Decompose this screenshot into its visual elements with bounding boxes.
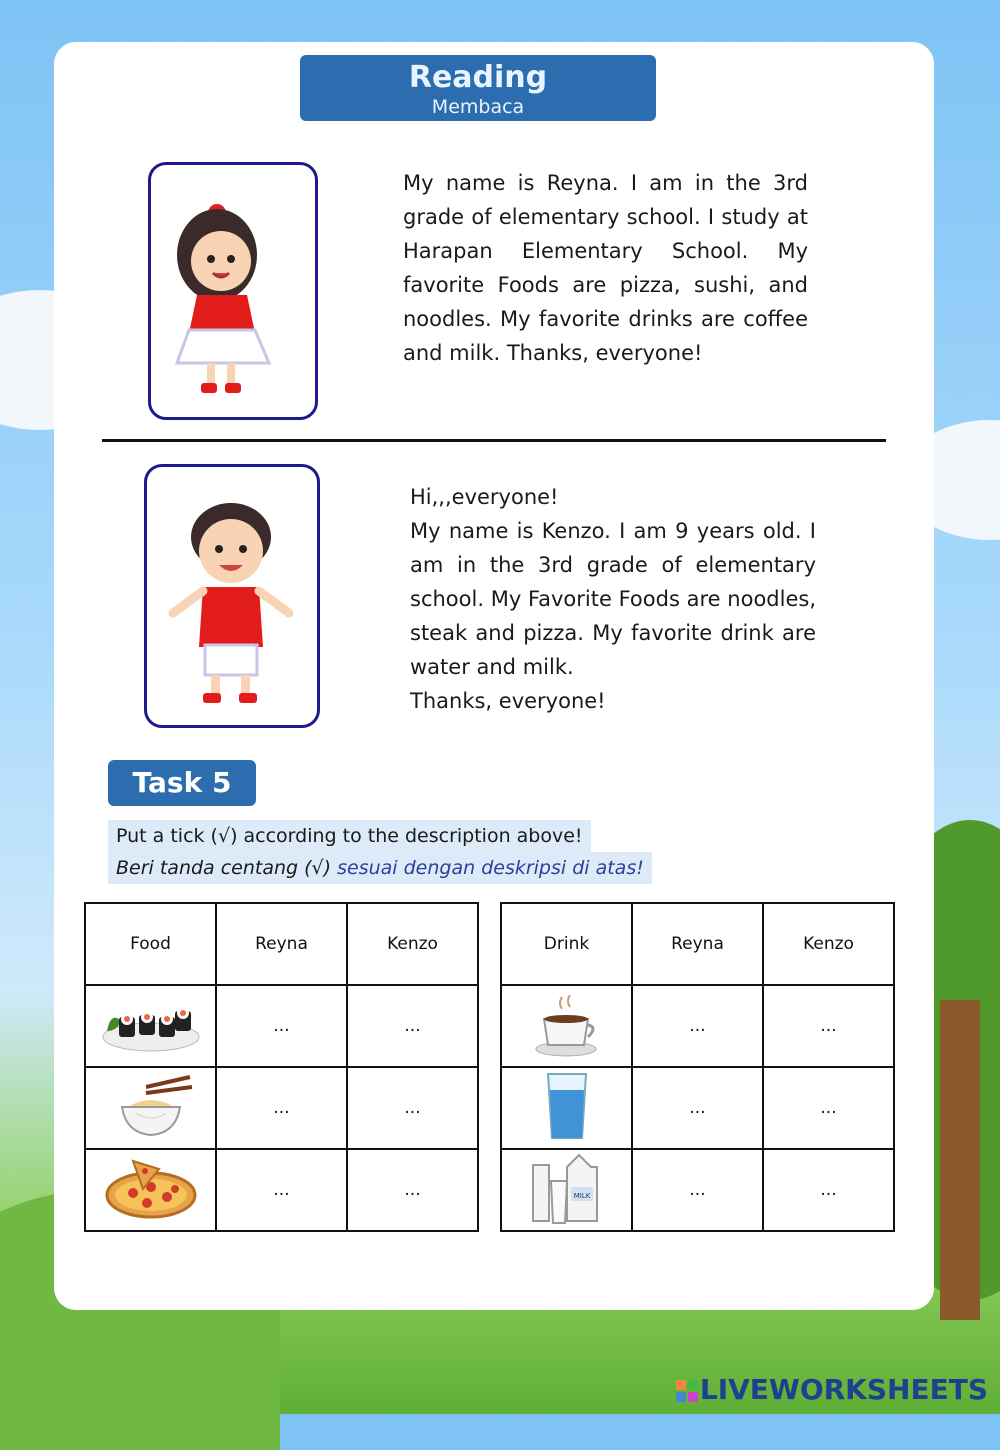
food-table xyxy=(84,902,479,1232)
drink-header: Drink xyxy=(501,903,632,985)
food-reyna-header: Reyna xyxy=(216,903,347,985)
drink-kenzo-header: Kenzo xyxy=(763,903,894,985)
food-kenzo-header: Kenzo xyxy=(347,903,478,985)
drink-coffee-kenzo-cell[interactable]: ... xyxy=(763,985,894,1067)
drink-water-kenzo-cell[interactable]: ... xyxy=(763,1067,894,1149)
table-row xyxy=(501,985,894,1067)
table-row xyxy=(85,1067,478,1149)
kenzo-description xyxy=(410,480,816,718)
food-pizza-reyna-cell[interactable]: ... xyxy=(216,1149,347,1231)
instruction-indonesian-part1: Beri tanda centang (√) xyxy=(116,857,332,879)
food-pizza-kenzo-cell[interactable]: ... xyxy=(347,1149,478,1231)
drink-coffee-reyna-cell[interactable]: ... xyxy=(632,985,763,1067)
noodles-icon xyxy=(85,1067,216,1149)
kenzo-greeting: Hi,,,everyone! xyxy=(410,485,559,509)
milk-label: MILK xyxy=(573,1191,590,1200)
sushi-icon xyxy=(85,985,216,1067)
coffee-icon xyxy=(501,985,632,1067)
drink-milk-kenzo-cell[interactable]: ... xyxy=(763,1149,894,1231)
girl-avatar-icon xyxy=(151,165,315,417)
section-divider xyxy=(102,439,886,442)
food-noodles-reyna-cell[interactable]: ... xyxy=(216,1067,347,1149)
instruction-english: Put a tick (√) according to the description above! xyxy=(108,820,591,852)
milk-icon xyxy=(501,1149,632,1231)
reyna-description xyxy=(403,166,808,370)
kenzo-photo-frame xyxy=(144,464,320,728)
pizza-icon xyxy=(85,1149,216,1231)
food-noodles-kenzo-cell[interactable]: ... xyxy=(347,1067,478,1149)
food-sushi-reyna-cell[interactable]: ... xyxy=(216,985,347,1067)
kenzo-text: My name is Kenzo. I am 9 years old. I am in the 3rd grade of elementary school. My Favorite Foods are noodles, steak and pizza. My favorite drink are water and milk. xyxy=(410,519,816,679)
boy-avatar-icon xyxy=(147,467,317,725)
reyna-text: My name is Reyna. I am in the 3rd grade of elementary school. I study at Harapan Elementary School. My favorite Foods are pizza, sushi, and noodles. My favorite drinks are coffee and milk. Thanks, everyone! xyxy=(403,171,808,365)
kenzo-closing: Thanks, everyone! xyxy=(410,689,606,713)
tree-trunk xyxy=(940,1000,980,1320)
food-header: Food xyxy=(85,903,216,985)
reyna-photo-frame xyxy=(148,162,318,420)
brand-name: LIVEWORKSHEETS xyxy=(699,1373,988,1406)
table-row xyxy=(501,1067,894,1149)
drink-water-reyna-cell[interactable]: ... xyxy=(632,1067,763,1149)
table-row xyxy=(85,985,478,1067)
page-subtitle: Membaca xyxy=(431,96,525,118)
brand-logo xyxy=(676,1373,988,1406)
title-banner xyxy=(300,55,656,121)
instruction-indonesian-part2: sesuai dengan deskripsi di atas! xyxy=(337,857,644,879)
page-title: Reading xyxy=(408,60,548,95)
drink-milk-reyna-cell[interactable]: ... xyxy=(632,1149,763,1231)
drink-table xyxy=(500,902,895,1232)
water-glass-icon xyxy=(501,1067,632,1149)
task-label: Task 5 xyxy=(108,760,256,806)
food-sushi-kenzo-cell[interactable]: ... xyxy=(347,985,478,1067)
table-row xyxy=(85,1149,478,1231)
drink-reyna-header: Reyna xyxy=(632,903,763,985)
instruction-indonesian xyxy=(108,852,652,884)
brand-mark-icon xyxy=(676,1380,698,1402)
table-row xyxy=(501,1149,894,1231)
